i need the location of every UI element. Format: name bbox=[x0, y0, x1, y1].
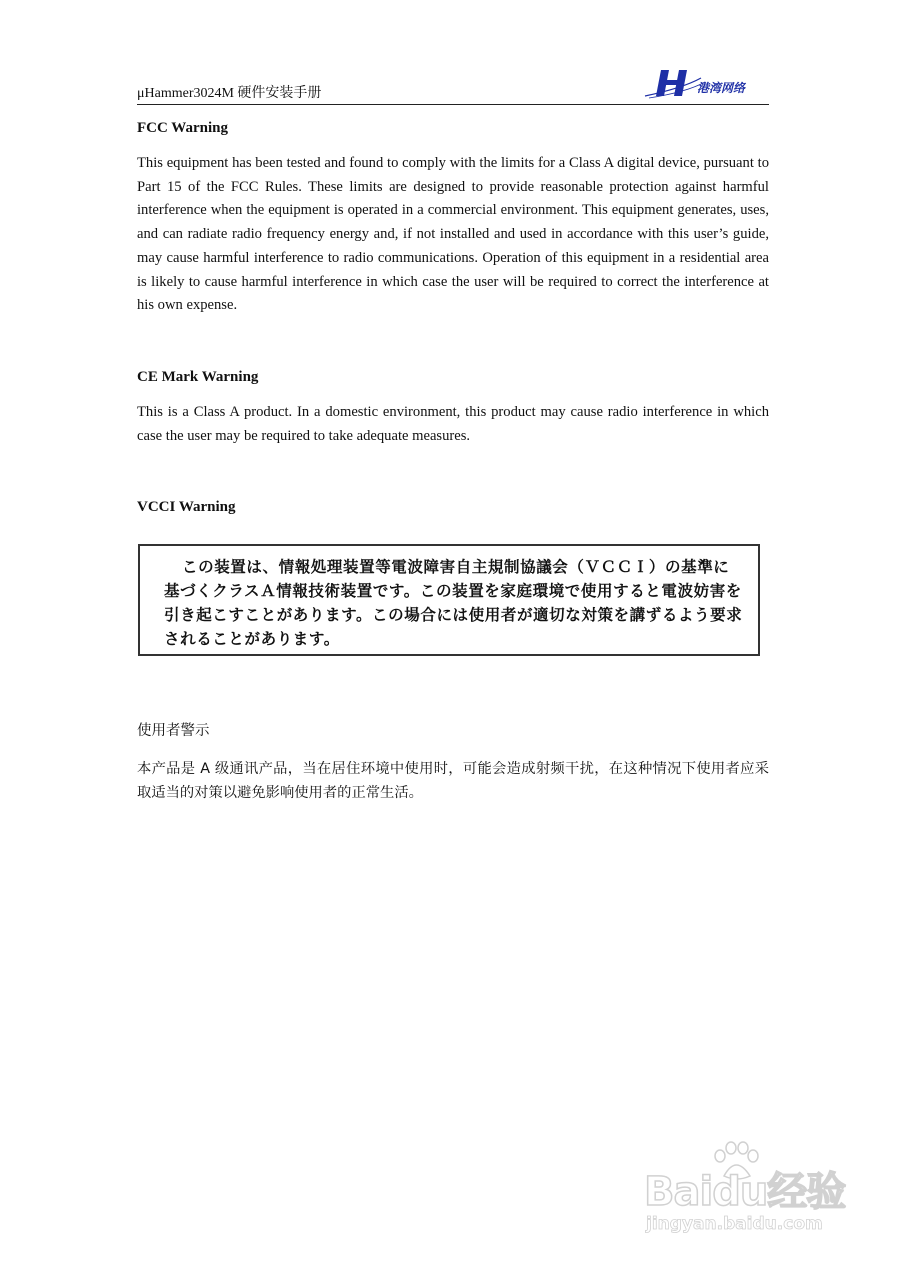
ce-warning-body: This is a Class A product. In a domestic environment, this product may cause radio interference in which case the user may be required to take adequate measures. bbox=[137, 404, 769, 444]
watermark-brand: Baidu经验 bbox=[644, 1169, 846, 1215]
ce-warning-title: CE Mark Warning bbox=[137, 369, 259, 385]
logo-text: 港湾网络 bbox=[697, 81, 746, 95]
page-header bbox=[137, 66, 769, 105]
cn-warning-body: 本产品是 A 级通讯产品，当在居住环境中使用时，可能会造成射频干扰，在这种情况下使用者应采取适当的对策以避免影响使用者的正常生活。 bbox=[137, 761, 769, 801]
vcci-warning-body: この装置は、情報処理装置等電波障害自主規制協議会（ＶＣＣＩ）の基準に基づくクラスＡ情報技術装置です。この装置を家庭環境で使用すると電波妨害を引き起こすことがあります。この場合には使用者が適切な対策を講ずるよう要求されることがあります。 bbox=[164, 558, 743, 648]
fcc-warning-title: FCC Warning bbox=[137, 120, 228, 136]
fcc-warning-body: This equipment has been tested and found to comply with the limits for a Class A digital device, pursuant to Part 15 of the FCC Rules. These limits are designed to provide reasonable protection against harmful interference when the equipment is operated in a commercial environment. This equipment generates, uses, and can radiate radio frequency energy and, if not installed and used in accordance with this user’s guide, may cause harmful interference to radio communications. Operation of this equipment in a residential area is likely to cause harmful interference in which case the user will be required to correct the interference at his own expense. bbox=[137, 155, 769, 314]
header-title: μHammer3024M 硬件安装手册 bbox=[137, 86, 322, 101]
company-logo bbox=[643, 66, 761, 100]
vcci-warning-box bbox=[138, 544, 760, 656]
watermark-url: jingyan.baidu.com bbox=[646, 1214, 823, 1234]
vcci-warning-title: VCCI Warning bbox=[137, 499, 236, 515]
baidu-watermark bbox=[640, 1140, 850, 1250]
cn-warning-title: 使用者警示 bbox=[137, 723, 210, 739]
